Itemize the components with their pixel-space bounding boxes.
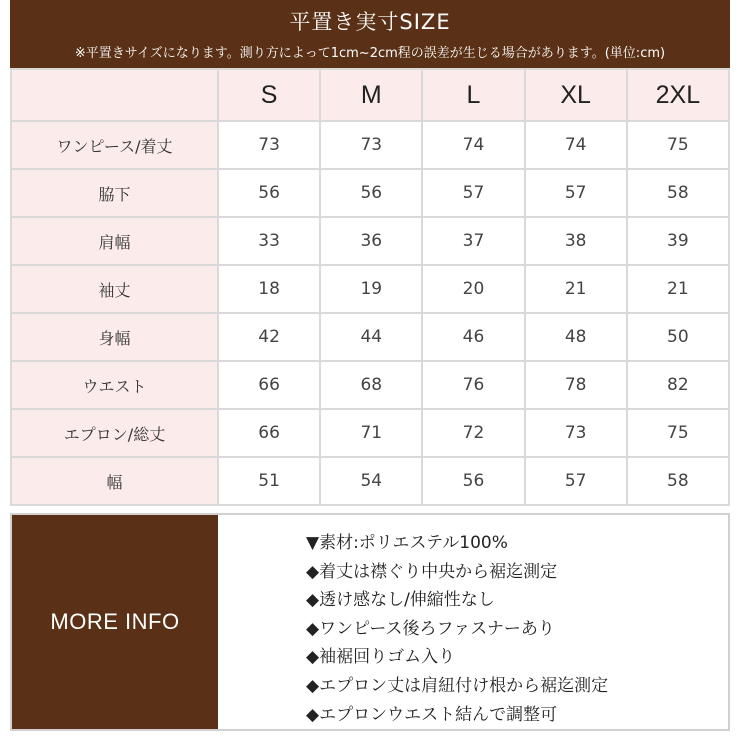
table-cell: 46: [422, 313, 524, 361]
row-label: 幅: [11, 457, 218, 505]
info-list: [306, 529, 608, 729]
table-cell: 75: [627, 409, 729, 457]
table-cell: 39: [627, 217, 729, 265]
info-item: ◆エプロンウエスト結んで調整可: [306, 704, 558, 725]
table-cell: 56: [422, 457, 524, 505]
table-cell: 78: [525, 361, 627, 409]
table-cell: 73: [218, 121, 320, 169]
table-cell: 50: [627, 313, 729, 361]
size-header-banner: [10, 0, 730, 68]
measurement-note: ※平置きサイズになります。測り方によって1cm~2cm程の誤差が生じる場合があります。(単位:cm): [74, 46, 666, 61]
table-cell: 33: [218, 217, 320, 265]
table-row: [11, 457, 729, 505]
size-table: [10, 68, 730, 506]
table-cell: 71: [320, 409, 422, 457]
table-cell: 75: [627, 121, 729, 169]
table-cell: 76: [422, 361, 524, 409]
table-row: [11, 409, 729, 457]
table-cell: 58: [627, 457, 729, 505]
table-cell: 42: [218, 313, 320, 361]
table-cell: 56: [218, 169, 320, 217]
more-info-label: MORE INFO: [12, 515, 218, 729]
table-cell: 51: [218, 457, 320, 505]
table-cell: 54: [320, 457, 422, 505]
more-info-box: [10, 513, 730, 731]
row-label: エプロン/総丈: [11, 409, 218, 457]
info-item: ◆ワンピース後ろファスナーあり: [306, 618, 555, 639]
table-cell: 58: [627, 169, 729, 217]
table-cell: 57: [422, 169, 524, 217]
table-cell: 20: [422, 265, 524, 313]
row-label: ウエスト: [11, 361, 218, 409]
table-cell: 56: [320, 169, 422, 217]
table-cell: 21: [525, 265, 627, 313]
info-item: ◆エプロン丈は肩紐付け根から裾迄測定: [306, 675, 609, 696]
size-header-xl: XL: [525, 69, 627, 121]
info-item: ◆透け感なし/伸縮性なし: [306, 590, 495, 611]
row-label: 肩幅: [11, 217, 218, 265]
table-row: [11, 313, 729, 361]
size-header-m: M: [320, 69, 422, 121]
row-label: 袖丈: [11, 265, 218, 313]
table-row: [11, 265, 729, 313]
table-cell: 57: [525, 457, 627, 505]
info-item: ◆袖裾回りゴム入り: [306, 647, 456, 668]
size-chart-title: 平置き実寸SIZE: [289, 10, 451, 34]
table-cell: 73: [320, 121, 422, 169]
table-cell: 72: [422, 409, 524, 457]
info-item-material: ▼素材:ポリエステル100%: [306, 533, 508, 553]
table-cell: 68: [320, 361, 422, 409]
table-cell: 21: [627, 265, 729, 313]
table-row: [11, 361, 729, 409]
table-cell: 38: [525, 217, 627, 265]
table-cell: 36: [320, 217, 422, 265]
table-cell: 82: [627, 361, 729, 409]
info-item: ◆着丈は襟ぐり中央から裾迄測定: [306, 561, 558, 582]
table-cell: 66: [218, 409, 320, 457]
corner-cell: [11, 69, 218, 121]
table-cell: 66: [218, 361, 320, 409]
table-cell: 73: [525, 409, 627, 457]
size-header-s: S: [218, 69, 320, 121]
size-header-row: [11, 69, 729, 121]
size-header-2xl: 2XL: [627, 69, 729, 121]
table-cell: 57: [525, 169, 627, 217]
row-label: ワンピース/着丈: [11, 121, 218, 169]
table-row: [11, 217, 729, 265]
table-cell: 37: [422, 217, 524, 265]
table-cell: 44: [320, 313, 422, 361]
table-cell: 18: [218, 265, 320, 313]
row-label: 脇下: [11, 169, 218, 217]
size-header-l: L: [422, 69, 524, 121]
table-cell: 74: [422, 121, 524, 169]
table-row: [11, 121, 729, 169]
row-label: 身幅: [11, 313, 218, 361]
table-cell: 19: [320, 265, 422, 313]
table-cell: 48: [525, 313, 627, 361]
table-row: [11, 169, 729, 217]
table-cell: 74: [525, 121, 627, 169]
